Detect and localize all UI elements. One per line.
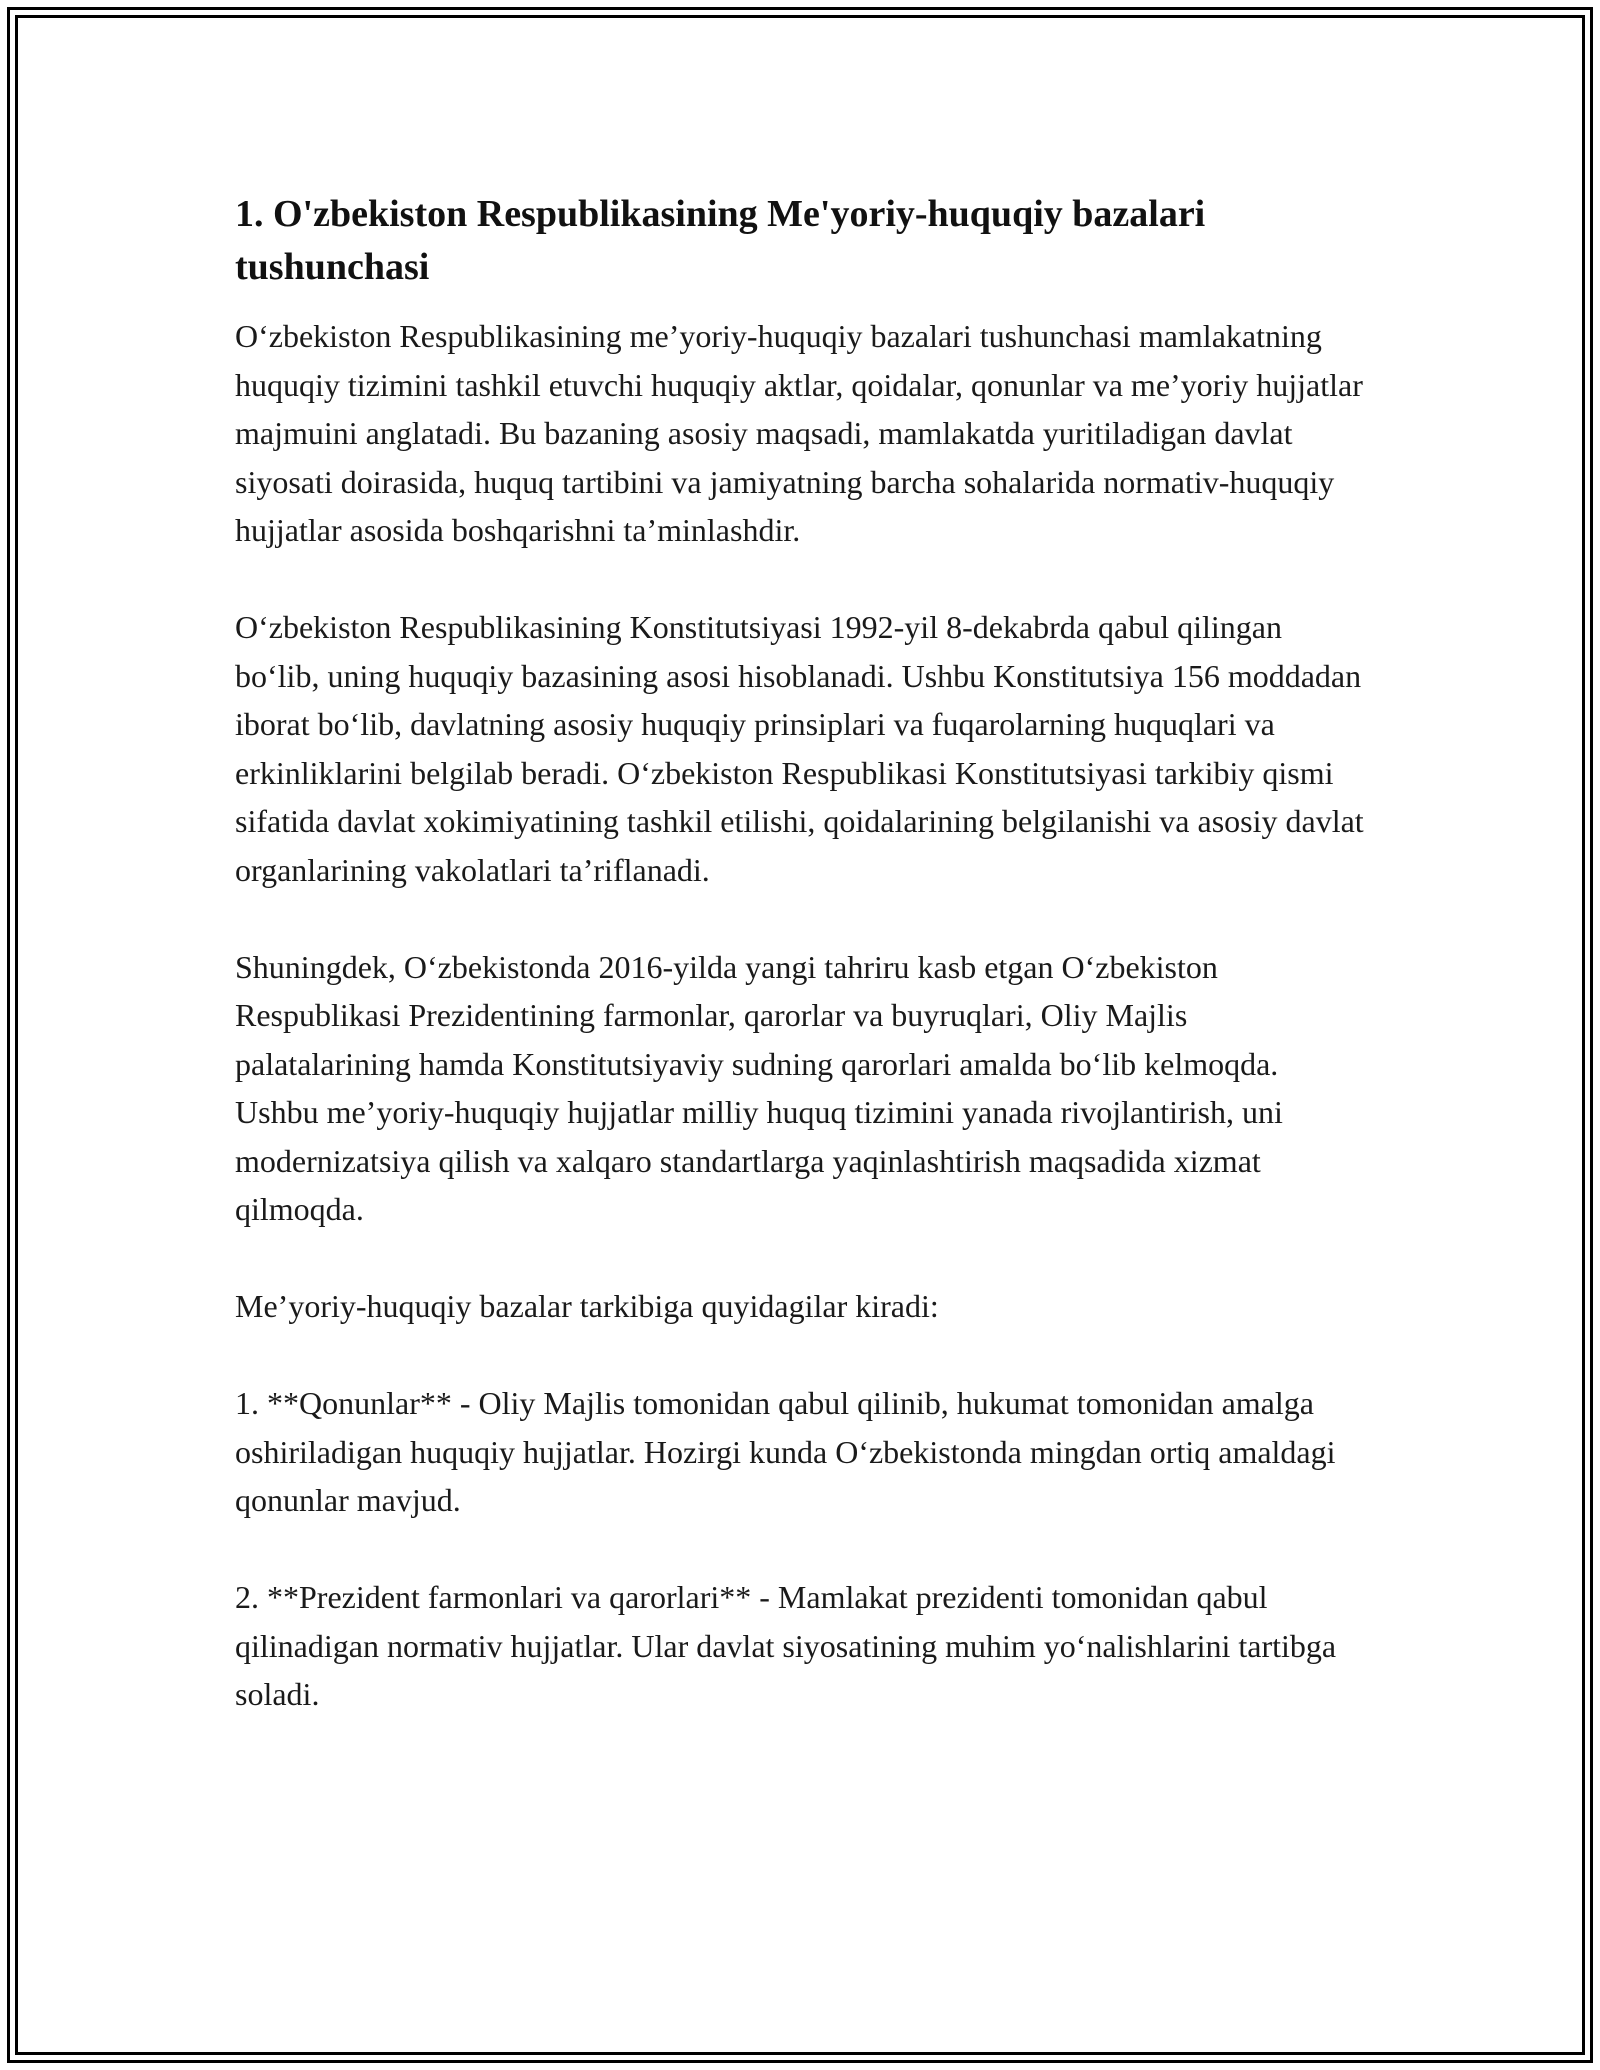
paragraph-constitution: O‘zbekiston Respublikasining Konstitutsiyasi 1992-yil 8-dekabrda qabul qilingan bo‘lib, uning huquqiy bazasining asosi hisoblanadi. Ushbu Konstitutsiya 156 moddadan iborat bo‘lib, davlatning asosiy huquqiy prinsiplari va fuqarolarning huquqlari va erkinliklarini belgilab beradi. O‘zbekiston Respublikasi Konstitutsiyasi tarkibiy qismi sifatida davlat xokimiyatining tashkil etilishi, qoidalarining belgilanishi va asosiy davlat organlarining vakolatlari ta’riflanadi. <box>235 609 1364 888</box>
paragraph-list-intro: Me’yoriy-huquqiy bazalar tarkibiga quyidagilar kiradi: <box>235 1288 939 1324</box>
paragraph-decrees: Shuningdek, O‘zbekistonda 2016-yilda yangi tahriru kasb etgan O‘zbekiston Respublikasi Prezidentining farmonlar, qarorlar va buyruqlari, Oliy Majlis palatalarining hamda Konstitutsiyaviy sudning qarorlari amalda bo‘lib kelmoqda. Ushbu me’yoriy-huquqiy hujjatlar milliy huquq tizimini yanada rivojlantirish, uni modernizatsiya qilish va xalqaro standartlarga yaqinlashtirish maqsadida xizmat qilmoqda. <box>235 948 1283 1227</box>
paragraph-definition: O‘zbekiston Respublikasining me’yoriy-huquqiy bazalari tushunchasi mamlakatning huquqiy tizimini tashkil etuvchi huquqiy aktlar, qoidalar, qonunlar va me’yoriy hujjatlar majmuini anglatadi. Bu bazaning asosiy maqsadi, mamlakatda yuritiladigan davlat siyosati doirasida, huquq tartibini va jamiyatning barcha sohalarida normativ-huquqiy hujjatlar asosida boshqarishni ta’minlashdir. <box>235 318 1363 548</box>
list-item-president-decrees: 2. **Prezident farmonlari va qarorlari** - Mamlakat prezidenti tomonidan qabul qilinadigan normativ hujjatlar. Ular davlat siyosatining muhim yo‘nalishlarini tartibga soladi. <box>235 1579 1337 1712</box>
document-body <box>235 188 1365 1767</box>
list-item-laws: 1. **Qonunlar** - Oliy Majlis tomonidan qabul qilinib, hukumat tomonidan amalga oshiriladigan huquqiy hujjatlar. Hozirgi kunda O‘zbekistonda mingdan ortiq amaldagi qonunlar mavjud. <box>235 1385 1336 1518</box>
document-title: 1. O'zbekiston Respublikasining Me'yoriy-huquqiy bazalari tushunchasi <box>235 193 1206 288</box>
